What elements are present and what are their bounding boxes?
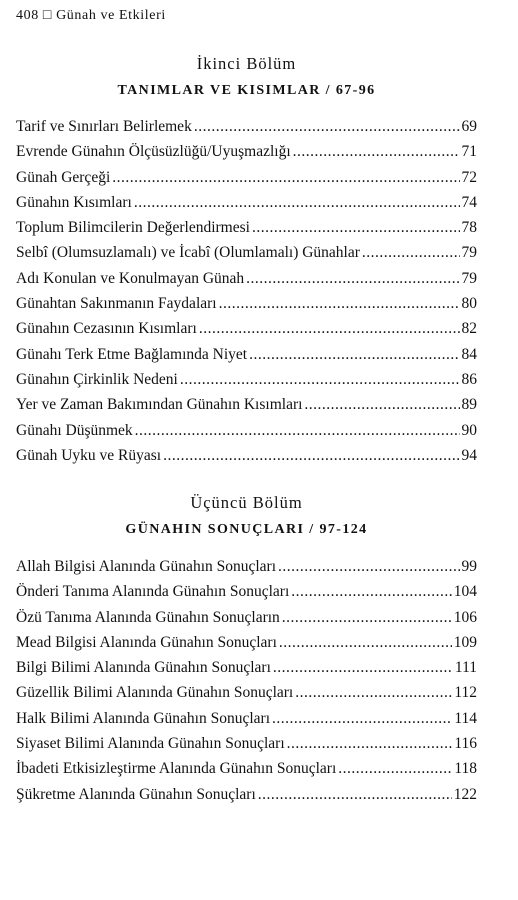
toc-entry xyxy=(16,342,477,367)
toc-entry xyxy=(16,579,477,604)
toc-entry xyxy=(16,680,477,705)
entry-page-number: 111 xyxy=(454,659,477,677)
entry-title: Günahtan Sakınmanın Faydaları xyxy=(16,295,217,313)
entry-page-number: 79 xyxy=(461,244,477,262)
entry-page-number: 82 xyxy=(461,320,477,338)
dot-leader xyxy=(282,605,452,630)
entry-title: Evrende Günahın Ölçüsüzlüğü/Uyuşmazlığı xyxy=(16,143,291,161)
entry-title: Adı Konulan ve Konulmayan Günah xyxy=(16,269,245,287)
entry-title: Toplum Bilimcilerin Değerlendirmesi xyxy=(16,219,250,237)
toc-entry xyxy=(16,114,477,139)
part-label: İkinci Bölüm xyxy=(196,54,297,73)
part-title: TANIMLAR VE KISIMLAR / 67-96 xyxy=(117,83,376,98)
dot-leader xyxy=(278,554,459,579)
entry-page-number: 71 xyxy=(461,143,477,161)
dot-leader xyxy=(304,392,459,417)
entry-title: Günahın Kısımları xyxy=(16,193,132,211)
dot-leader xyxy=(199,316,460,341)
entry-title: Tarif ve Sınırları Belirlemek xyxy=(16,118,192,135)
dot-leader xyxy=(258,782,452,807)
running-head xyxy=(16,8,166,24)
entry-title: Özü Tanıma Alanında Günahın Sonuçların xyxy=(16,608,280,626)
dot-leader xyxy=(249,342,459,367)
part-label: Üçüncü Bölüm xyxy=(190,493,303,512)
entry-page-number: 69 xyxy=(461,118,477,135)
entry-title: Yer ve Zaman Bakımından Günahın Kısımları xyxy=(16,396,303,414)
dot-leader xyxy=(291,579,451,604)
toc-entry xyxy=(16,782,477,807)
entry-page-number: 99 xyxy=(461,558,477,575)
entry-page-number: 89 xyxy=(461,396,477,414)
toc-entry xyxy=(16,215,477,240)
entry-page-number: 106 xyxy=(453,608,477,626)
dot-leader xyxy=(279,630,452,655)
toc-entry xyxy=(16,139,477,164)
toc-entry xyxy=(16,266,477,291)
dot-leader xyxy=(194,114,460,139)
part-title: GÜNAHIN SONUÇLARI / 97-124 xyxy=(125,522,368,537)
entry-page-number: 86 xyxy=(461,370,477,388)
entry-title: Halk Bilimi Alanında Günahın Sonuçları xyxy=(16,709,270,727)
entry-title: Mead Bilgisi Alanında Günahın Sonuçları xyxy=(16,633,277,651)
dot-leader xyxy=(295,680,452,705)
toc-entry xyxy=(16,756,477,781)
dot-leader xyxy=(246,266,459,291)
entry-page-number: 114 xyxy=(454,709,477,727)
entry-title: Günah Gerçeği xyxy=(16,168,111,186)
dot-leader xyxy=(273,655,453,680)
entry-page-number: 112 xyxy=(454,684,477,702)
entry-page-number: 90 xyxy=(461,421,477,439)
entry-page-number: 79 xyxy=(461,269,477,287)
dot-leader xyxy=(134,190,460,215)
entry-title: Güzellik Bilimi Alanında Günahın Sonuçları xyxy=(16,684,294,702)
entry-page-number: 78 xyxy=(461,219,477,237)
book-title: Günah ve Etkileri xyxy=(56,8,166,23)
page-number: 408 xyxy=(16,8,39,23)
entry-page-number: 122 xyxy=(453,785,477,803)
dot-leader xyxy=(362,240,460,265)
dot-leader xyxy=(293,139,460,164)
toc-list xyxy=(16,554,477,807)
entry-title: Günah Uyku ve Rüyası xyxy=(16,446,162,464)
toc-entry xyxy=(16,190,477,215)
entry-title: Allah Bilgisi Alanında Günahın Sonuçları xyxy=(16,558,277,575)
entry-page-number: 104 xyxy=(453,583,477,601)
dot-leader xyxy=(287,731,453,756)
entry-title: Selbî (Olumsuzlamalı) ve İcabî (Olumlamalı) Günahlar xyxy=(16,244,360,262)
toc-entry xyxy=(16,554,477,579)
entry-page-number: 74 xyxy=(461,193,477,211)
toc-section-part-three xyxy=(16,493,477,807)
toc-list xyxy=(16,114,477,468)
toc-entry xyxy=(16,165,477,190)
entry-title: İbadeti Etkisizleştirme Alanında Günahın Sonuçları xyxy=(16,760,337,778)
toc-entry xyxy=(16,630,477,655)
entry-page-number: 118 xyxy=(454,760,477,778)
dot-leader xyxy=(112,165,459,190)
toc-entry xyxy=(16,367,477,392)
entry-title: Günahı Düşünmek xyxy=(16,421,133,439)
entry-title: Günahı Terk Etme Bağlamında Niyet xyxy=(16,345,248,363)
toc-entry xyxy=(16,706,477,731)
entry-page-number: 116 xyxy=(454,735,477,753)
entry-page-number: 109 xyxy=(453,633,477,651)
dot-leader xyxy=(252,215,460,240)
dot-leader xyxy=(272,706,452,731)
toc-entry xyxy=(16,240,477,265)
toc-section-part-two xyxy=(16,54,477,468)
entry-title: Bilgi Bilimi Alanında Günahın Sonuçları xyxy=(16,659,271,677)
toc-entry xyxy=(16,655,477,680)
entry-page-number: 94 xyxy=(461,446,477,464)
separator-icon: □ xyxy=(42,8,52,23)
dot-leader xyxy=(163,443,459,468)
toc-entry xyxy=(16,316,477,341)
dot-leader xyxy=(135,418,460,443)
dot-leader xyxy=(219,291,460,316)
entry-title: Şükretme Alanında Günahın Sonuçları xyxy=(16,785,256,803)
toc-entry xyxy=(16,291,477,316)
toc-entry xyxy=(16,605,477,630)
toc-entry xyxy=(16,392,477,417)
entry-title: Siyaset Bilimi Alanında Günahın Sonuçları xyxy=(16,735,285,753)
toc-entry xyxy=(16,418,477,443)
dot-leader xyxy=(338,756,452,781)
dot-leader xyxy=(180,367,460,392)
toc-entry xyxy=(16,731,477,756)
entry-title: Günahın Cezasının Kısımları xyxy=(16,320,197,338)
toc-entry xyxy=(16,443,477,468)
entry-title: Önderi Tanıma Alanında Günahın Sonuçları xyxy=(16,583,290,601)
entry-page-number: 84 xyxy=(461,345,477,363)
entry-page-number: 80 xyxy=(461,295,477,313)
entry-title: Günahın Çirkinlik Nedeni xyxy=(16,370,178,388)
entry-page-number: 72 xyxy=(461,168,477,186)
